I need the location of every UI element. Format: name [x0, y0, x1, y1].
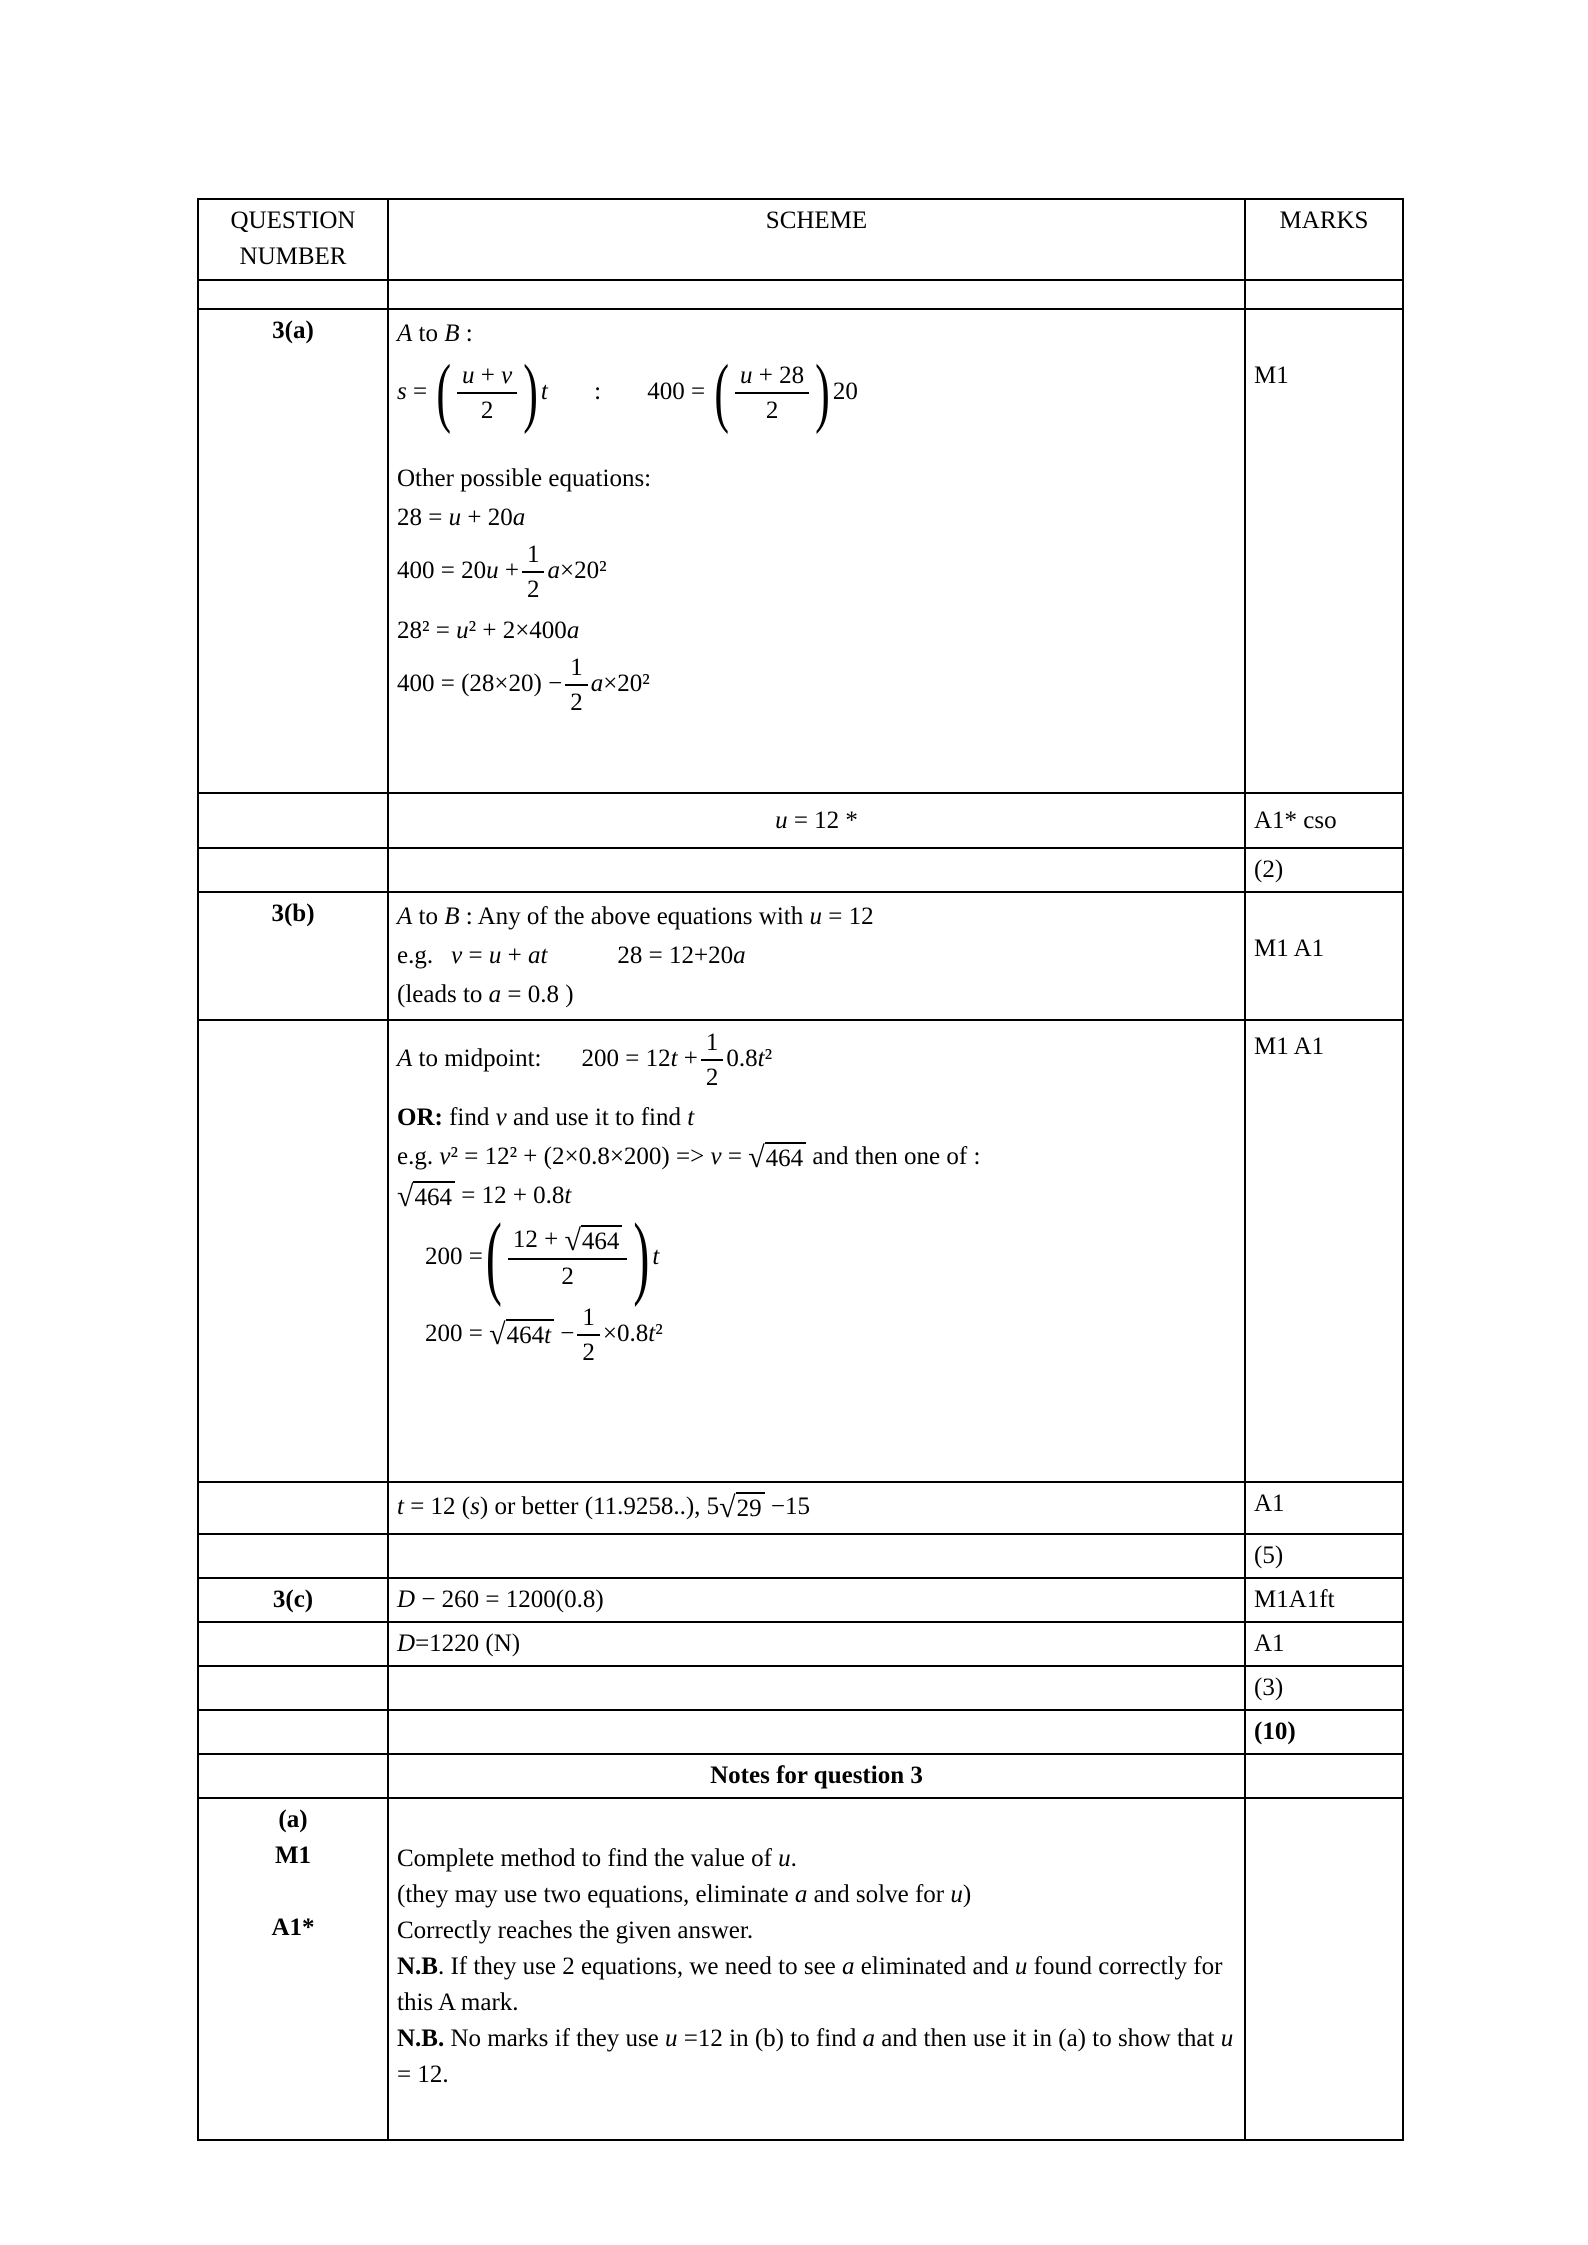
notes-title-row	[198, 1754, 1403, 1798]
row-d1220	[198, 1622, 1403, 1666]
sqrt-464: √ 464	[564, 1225, 622, 1257]
line-3b-1: A to B : Any of the above equations with u = 12	[397, 903, 874, 930]
fraction-one-half: $\frac{1}{2}$	[577, 1302, 600, 1369]
notes-line-4: N.B. If they use 2 equations, we need to see a eliminated and u found correctly for this A mark.	[397, 1953, 1223, 2016]
radical-icon: √	[719, 1491, 736, 1525]
answer-d1220: D=1220 (N)	[388, 1622, 1245, 1666]
line-mid-or: OR: find v and use it to find t	[397, 1103, 695, 1131]
right-paren: )	[523, 349, 538, 436]
right-paren: )	[633, 1205, 650, 1309]
spacer-cell	[198, 280, 388, 309]
marks-subtotal-a: (2)	[1245, 848, 1403, 892]
equation-400-2820: 400 = (28×20) − $\frac{1}{2}$ a×20²	[397, 652, 1236, 719]
fraction-one-half: $\frac{1}{2}$	[701, 1027, 724, 1094]
header-question-line1: QUESTION	[230, 207, 356, 234]
fraction-uv-over-2: $\frac{u + v}{2}$	[457, 360, 517, 427]
row-total-5	[198, 1534, 1403, 1578]
scheme-cell-midpoint	[388, 1020, 1245, 1482]
marks-cell-3c: M1A1ft	[1245, 1578, 1403, 1622]
var-A: A	[397, 320, 413, 347]
line-mid-200-paren: 200 =( 12 + √ 464 2 ) t	[425, 1205, 660, 1309]
fraction-u28-over-2: $\frac{u + 28}{2}$	[735, 360, 809, 427]
mark-scheme-table	[197, 198, 1404, 2141]
spacer-cell	[388, 280, 1245, 309]
question-label-3a: 3(a)	[198, 309, 388, 793]
left-paren: (	[485, 1205, 502, 1309]
line-3b-2: e.g. v = u + at 28 = 12+20a	[397, 942, 746, 969]
marks-cell-3a: M1	[1245, 309, 1403, 793]
header-marks: MARKS	[1245, 199, 1403, 280]
answer-u12: u = 12 *	[388, 793, 1245, 848]
var-B: B	[444, 320, 460, 347]
question-label-3b: 3(b)	[198, 892, 388, 1020]
scheme-cell-3a	[388, 309, 1245, 793]
left-paren: (	[714, 349, 730, 436]
other-equations-label: Other possible equations:	[397, 464, 652, 492]
fraction-one-half: $\frac{1}{2}$	[565, 652, 588, 719]
spacer-cell	[1245, 280, 1403, 309]
equation-28sq: 28² = u² + 2×400a	[397, 617, 580, 644]
marks-cell-u12: A1* cso	[1245, 793, 1403, 848]
radical-icon: √	[489, 1318, 506, 1352]
question-cell-empty	[198, 793, 388, 848]
line-mid-vsq: e.g. v² = 12² + (2×0.8×200) => v = √ 464 and then one of :	[397, 1140, 981, 1174]
sqrt-464t: √ 464t	[489, 1319, 554, 1351]
notes-label-part-a: (a)	[278, 1806, 308, 1833]
row-midpoint	[198, 1020, 1403, 1482]
answer-t12: t = 12 (s) or better (11.9258..), 5 √ 29 −15	[388, 1482, 1245, 1534]
scheme-cell-3b	[388, 892, 1245, 1020]
notes-body-row	[198, 1798, 1403, 2140]
row-total-3	[198, 1666, 1403, 1710]
radical-icon: √	[748, 1140, 765, 1174]
marks-cell-3b: M1 A1	[1245, 892, 1403, 1020]
question-cell-empty	[198, 1020, 388, 1482]
marks-subtotal-c: (3)	[1245, 1666, 1403, 1710]
sqrt-464: √ 464	[397, 1181, 455, 1213]
header-question-line2: NUMBER	[239, 243, 347, 270]
line-a-to-b: A to B :	[397, 320, 473, 347]
row-total-10	[198, 1710, 1403, 1754]
notes-line-3: Correctly reaches the given answer.	[397, 1917, 754, 1944]
line-3b-3: (leads to a = 0.8 )	[397, 981, 574, 1008]
sqrt-464: √ 464	[748, 1142, 806, 1174]
scheme-cell-3c: D − 260 = 1200(0.8)	[388, 1578, 1245, 1622]
equation-suvat-average-speed: s = ( $\frac{u + v}{2}$ ) t : 400 = ( $\frac{u + 28}{2}$ ) 20	[397, 349, 858, 436]
notes-title: Notes for question 3	[388, 1754, 1245, 1798]
row-3b	[198, 892, 1403, 1020]
row-3a	[198, 309, 1403, 793]
marks-cell-t12: A1	[1245, 1482, 1403, 1534]
line-mid-200-sqrt: 200 = √ 464t − $\frac{1}{2}$ ×0.8t²	[425, 1302, 1236, 1369]
marks-subtotal-b: (5)	[1245, 1534, 1403, 1578]
row-3c	[198, 1578, 1403, 1622]
notes-label-m1: M1	[274, 1842, 312, 1869]
header-row	[198, 199, 1403, 280]
equation-28-u-20a: 28 = u + 20a	[397, 503, 526, 531]
fraction-12-sqrt464-over-2: 12 + √ 464 2	[508, 1224, 628, 1293]
header-scheme: SCHEME	[388, 199, 1245, 280]
notes-text-cell	[388, 1798, 1245, 2140]
marks-total-question: (10)	[1245, 1710, 1403, 1754]
var-t: t	[540, 377, 548, 405]
notes-line-1: Complete method to find the value of u.	[397, 1845, 797, 1872]
radical-icon: √	[564, 1223, 581, 1257]
notes-line-2: (they may use two equations, eliminate a and solve for u)	[397, 1881, 972, 1908]
line-mid-sqrt464: √ 464 = 12 + 0.8t	[397, 1179, 572, 1213]
row-total-2	[198, 848, 1403, 892]
equation-400-20u: 400 = 20u + $\frac{1}{2}$ a×20²	[397, 539, 1236, 606]
row-t12	[198, 1482, 1403, 1534]
notes-line-5: N.B. No marks if they use u =12 in (b) to find a and then use it in (a) to show that u = 12.	[397, 2025, 1234, 2088]
row-u12	[198, 793, 1403, 848]
line-mid-1: A to midpoint: 200 = 12t + $\frac{1}{2}$ 0.8t²	[397, 1027, 1236, 1094]
marks-cell-midpoint: M1 A1	[1245, 1020, 1403, 1482]
header-question-number	[198, 199, 388, 280]
spacer-row	[198, 280, 1403, 309]
notes-mark-labels	[198, 1798, 388, 2140]
sqrt-29: √ 29	[719, 1492, 764, 1524]
marks-cell-d1220: A1	[1245, 1622, 1403, 1666]
right-paren: )	[815, 349, 830, 436]
question-label-3c: 3(c)	[198, 1578, 388, 1622]
left-paren: (	[436, 349, 451, 436]
radical-icon: √	[397, 1179, 414, 1213]
notes-label-a1star: A1*	[271, 1914, 315, 1941]
fraction-one-half: $\frac{1}{2}$	[522, 539, 545, 606]
